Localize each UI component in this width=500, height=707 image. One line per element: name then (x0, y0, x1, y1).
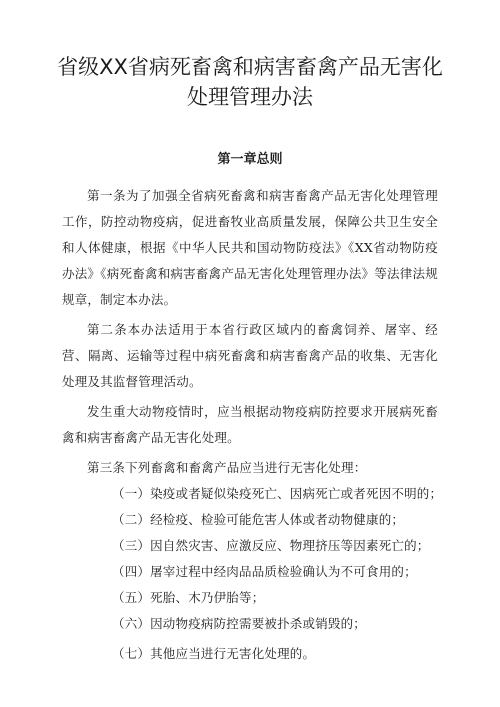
document-body (62, 183, 443, 667)
list-item: （七）其他应当进行无害化处理的。 (112, 646, 316, 661)
article-3: 第三条下列畜禽和畜禽产品应当进行无害化处理： (87, 460, 367, 475)
title-line-1: 省级XX省病死畜禽和病害畜禽产品无害化 (57, 55, 443, 79)
article-2: 第二条本办法适用于本省行政区域内的畜禽饲养、屠宰、经营、隔离、运输等过程中病死畜禽和病害畜禽产品的收集、无害化处理及其监督管理活动。 (62, 322, 438, 389)
list-item: （一）染疫或者疑似染疫死亡、因病死亡或者死因不明的； (112, 486, 443, 501)
article-1: 第一条为了加强全省病死畜禽和病害畜禽产品无害化处理管理工作，防控动物疫病，促进畜牧业高质量发展，保障公共卫生安全和人体健康，根据《中华人民共和国动物防疫法》《XX省动物防疫办法》《病死畜禽和病害畜禽产品无害化处理管理办法》等法律法规规章，制定本办法。 (62, 188, 438, 307)
list-item: （二）经检疫、检验可能危害人体或者动物健康的； (112, 512, 405, 527)
title-line-2: 处理管理办法 (187, 85, 313, 109)
article-3-items (62, 481, 443, 667)
chapter-heading: 第一章总则 (217, 152, 283, 167)
list-item: （四）屠宰过程中经肉品品质检验确认为不可食用的； (112, 564, 417, 579)
list-item: （六）因动物疫病防控需要被扑杀或销毁的； (112, 616, 367, 631)
article-2-paragraph-2: 发生重大动物疫情时，应当根据动物疫病防控要求开展病死畜禽和病害畜禽产品无害化处理。 (62, 404, 438, 445)
list-item: （五）死胎、木乃伊胎等； (112, 590, 265, 605)
list-item: （三）因自然灾害、应激反应、物理挤压等因素死亡的； (112, 538, 430, 553)
document-title (40, 52, 460, 112)
